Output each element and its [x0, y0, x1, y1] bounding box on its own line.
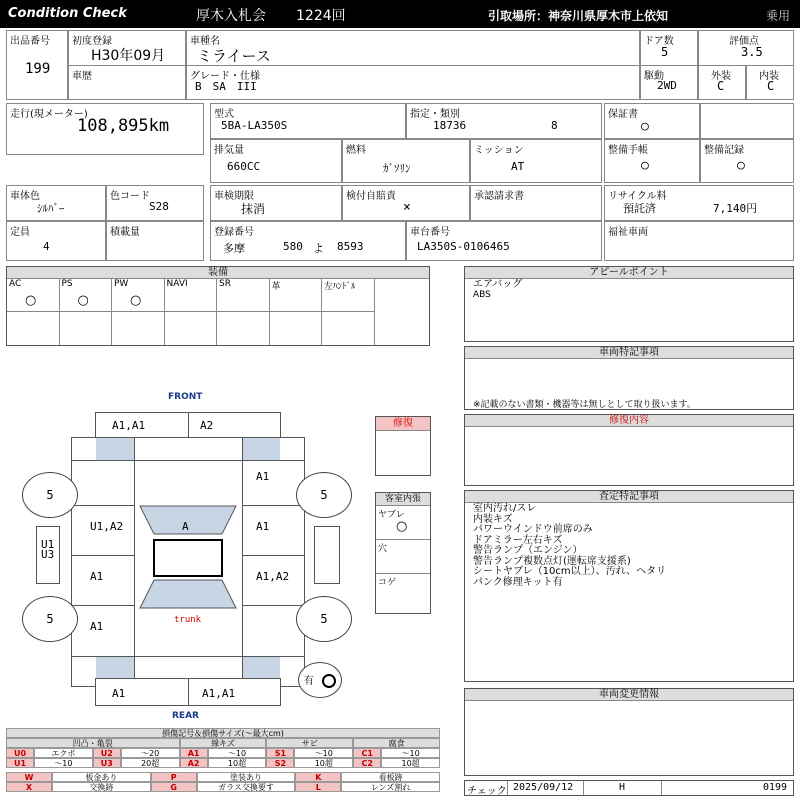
maint-rec-cell: [700, 139, 794, 183]
appeal-lines: [473, 279, 522, 301]
name-label: 車種名: [190, 36, 220, 47]
legend-desc: ガラス交換要す: [197, 782, 296, 792]
mission-label: ミッション: [474, 145, 524, 156]
spare-tire: [298, 662, 342, 698]
equip-item: [112, 279, 165, 312]
assessment-lines: [473, 504, 666, 588]
repair-content-title: 修復内容: [465, 415, 793, 427]
assessment-line: 内装キズ: [473, 513, 513, 525]
auction-round: 1224回: [296, 8, 346, 24]
spec-label: 指定・類別: [410, 109, 460, 120]
taillight-right: [242, 656, 280, 678]
trunk-label: trunk: [174, 615, 202, 625]
assessment-line: 警告ランプ複数点灯(運転席支援系): [473, 555, 631, 567]
tire-front-right: 5: [296, 472, 352, 518]
chassis-label: 車台番号: [410, 227, 450, 238]
self-label: 検付自賠責: [346, 191, 396, 202]
reg-label: 登録番号: [214, 227, 254, 238]
capacity-label: 定員: [10, 227, 30, 238]
legend-desc: 板金あり: [52, 772, 151, 782]
legend-desc: 10超: [294, 758, 353, 768]
maint-rec-label: 整備記録: [704, 145, 744, 156]
interior-label: 内装: [759, 71, 779, 82]
legend-code: S2: [266, 758, 294, 768]
score-cell: [698, 30, 794, 66]
side-sill-right: [314, 526, 340, 584]
drive-label: 駆動: [644, 71, 664, 82]
equip-label: AC: [9, 279, 22, 289]
mark-roof: A: [182, 520, 189, 533]
legend-code: U2: [93, 748, 121, 758]
legend-desc: レンズ割れ: [341, 782, 440, 792]
interior-koge: コゲ: [378, 578, 397, 588]
legend-code: G: [151, 782, 197, 792]
maint-cell: [604, 139, 700, 183]
color-value: ｼﾙﾊﾞｰ: [37, 202, 65, 215]
equip-label: PS: [61, 279, 73, 289]
displacement-value: 660CC: [227, 160, 261, 173]
tire-rear-right: 5: [296, 596, 352, 642]
legend-desc: 〜10: [381, 748, 440, 758]
repair-box: [375, 416, 431, 476]
self-cell: [342, 185, 470, 221]
legend-code: U1: [6, 758, 34, 768]
maint-rec-value: ○: [737, 158, 745, 173]
equip-item: [60, 279, 113, 312]
taillight-left: [96, 656, 134, 678]
equip-blank: [322, 312, 375, 345]
exterior-cell: [698, 65, 746, 100]
mark-front-left: A1,A1: [112, 419, 146, 432]
assessment-panel: [464, 490, 794, 682]
doors-cell: [640, 30, 698, 66]
tire-front-left: 5: [22, 472, 78, 518]
equip-label: SR: [219, 279, 231, 289]
rear-label: REAR: [172, 711, 199, 721]
color-label: 車体色: [10, 191, 40, 202]
legend-desc: 20超: [121, 758, 180, 768]
reg-num: 8593: [337, 240, 364, 253]
interior-cell: [746, 65, 794, 100]
equip-label: PW: [114, 279, 129, 289]
capacity-cell: [6, 221, 106, 261]
interior-panel: [375, 492, 431, 614]
color-code-cell: [106, 185, 204, 221]
equip-label: NAVI: [166, 279, 188, 289]
assessment-line: ドアミラー左右キズ: [473, 534, 563, 546]
spec-cell: [406, 103, 602, 139]
legend-code: A2: [180, 758, 208, 768]
equip-item: [270, 279, 323, 312]
legend-code: P: [151, 772, 197, 782]
appeal-line: エアバッグ: [473, 279, 523, 290]
assessment-line: パワーウインドウ前席のみ: [473, 524, 593, 535]
history-cell: [68, 65, 186, 100]
equip-blank: [165, 312, 218, 345]
score-label: 評価点: [729, 36, 759, 47]
mark-fender-right: A1: [256, 470, 270, 483]
equipment-title: 装備: [7, 267, 429, 279]
change-info-title: 車両変更情報: [465, 689, 793, 701]
assessment-line: 室内汚れ/スレ: [473, 503, 537, 514]
equip-value: ○: [77, 293, 89, 308]
first-reg-label: 初度登録: [72, 36, 112, 47]
legend-code: X: [6, 782, 52, 792]
legend-desc: 〜10: [34, 758, 93, 768]
recycle-label: リサイクル料: [608, 191, 667, 202]
mark-side-left-top: U1: [41, 538, 55, 551]
legend-title: 損傷記号＆損傷サイズ(〜最大cm): [6, 728, 440, 738]
legend-desc: 看板跡: [341, 772, 440, 782]
model-label: 型式: [214, 109, 234, 120]
car-diagram: [0, 380, 440, 725]
equip-value: ○: [130, 293, 142, 308]
mileage-value: 108,895km: [77, 116, 170, 136]
equip-item: [217, 279, 270, 312]
equipment-grid: [7, 279, 431, 345]
reg-cell: [210, 221, 406, 261]
fuel-cell: [342, 139, 470, 183]
legend-body: [6, 738, 440, 798]
mission-value: AT: [511, 160, 525, 173]
lot-cell: [6, 30, 68, 100]
spare-label: 有: [303, 676, 314, 687]
color-code-label: 色コード: [110, 191, 150, 202]
special-panel: [464, 346, 794, 410]
legend-code: C2: [353, 758, 381, 768]
legend-code: A1: [180, 748, 208, 758]
interior-title: 客室内張: [376, 493, 430, 506]
header-title: Condition Check: [8, 6, 127, 21]
equip-label: 左ﾊﾝﾄﾞﾙ: [324, 282, 356, 292]
name-cell: [186, 30, 640, 66]
mark-side-left-bottom: U3: [41, 548, 55, 561]
repair-title: 修復: [376, 417, 430, 431]
legend-desc: 〜10: [294, 748, 353, 758]
name-value: ミライース: [197, 47, 271, 65]
load-cell: [106, 221, 204, 261]
equip-blank: [217, 312, 270, 345]
maint-label: 整備手帳: [608, 145, 648, 156]
load-label: 積載量: [110, 227, 140, 238]
reg-kana: よ: [313, 242, 324, 255]
header-bar: [0, 0, 800, 28]
equip-item: [7, 279, 60, 312]
warranty-value: ○: [641, 119, 649, 134]
equip-item: [165, 279, 218, 312]
legend-desc: 〜20: [121, 748, 180, 758]
class-num: 8: [551, 119, 558, 132]
special-note: ※記載のない書類・機器等は無しとして取り扱います。: [473, 400, 696, 410]
legend-code: C1: [353, 748, 381, 758]
reg-area: 多摩: [223, 242, 245, 255]
doors-label: ドア数: [644, 36, 674, 47]
legend-desc: 〜10: [208, 748, 267, 758]
legend-group: サビ: [266, 738, 353, 748]
legend-code: K: [295, 772, 341, 782]
mark-rear-right: A1,A1: [202, 687, 236, 700]
legend-desc: 交換跡: [52, 782, 151, 792]
check-label: チェック: [467, 786, 507, 797]
first-reg-value: H30年09月: [91, 48, 166, 64]
mileage-cell: [6, 103, 204, 155]
legend-code: S1: [266, 748, 294, 758]
warranty-label: 保証書: [608, 109, 638, 120]
recycle-fee: 7,140円: [713, 202, 758, 215]
damage-legend: [6, 728, 440, 798]
lot-label: 出品番号: [10, 36, 50, 47]
legend-code: U0: [6, 748, 34, 758]
change-info-panel: [464, 688, 794, 776]
welfare-label: 福祉車両: [608, 227, 648, 238]
doors-value: 5: [661, 45, 669, 59]
mark-front-right: A2: [200, 419, 214, 432]
assessment-line: パンク修理キット有: [473, 576, 563, 588]
repair-content-panel: [464, 414, 794, 486]
grade-label: グレード・仕様: [190, 71, 260, 82]
legend-group: 線キズ: [180, 738, 267, 748]
interior-value: C: [767, 79, 775, 93]
recycle-status: 預託済: [623, 202, 656, 215]
inspection-label: 車検期限: [214, 191, 254, 202]
check-code: H: [619, 782, 626, 793]
mark-rear-left: A1: [112, 687, 126, 700]
displacement-cell: [210, 139, 342, 183]
equip-blank: [60, 312, 113, 345]
warranty-cell: [604, 103, 700, 139]
grade-cell: [186, 65, 640, 100]
grade-value: B SA III: [195, 80, 257, 93]
equip-blank: [270, 312, 323, 345]
special-title: 車両特記事項: [465, 347, 793, 359]
model-value: 5BA-LA350S: [221, 119, 288, 132]
headlight-right: [242, 438, 280, 460]
legend-desc: エクボ: [34, 748, 93, 758]
model-cell: [210, 103, 406, 139]
drive-value: 2WD: [657, 79, 677, 92]
tire-rear-left: 5: [22, 596, 78, 642]
history-label: 車歴: [72, 71, 92, 82]
lot-value: 199: [25, 61, 51, 77]
interior-yabure-value: ○: [396, 519, 408, 534]
displacement-label: 排気量: [214, 145, 244, 156]
chassis-cell: [406, 221, 602, 261]
equip-label: 革: [271, 282, 281, 292]
fuel-value: ｶﾞｿﾘﾝ: [383, 162, 411, 175]
mark-door-left-front: U1,A2: [90, 520, 124, 533]
fuel-label: 燃料: [346, 145, 366, 156]
reg-class: 580: [283, 240, 303, 253]
spare-icon: [322, 674, 336, 688]
check-footer: [464, 780, 794, 796]
legend-desc: 10超: [208, 758, 267, 768]
drive-cell: [640, 65, 698, 100]
pickup-location: 引取場所：神奈川県厚木市上依知: [488, 9, 669, 23]
warranty-blank: [700, 103, 794, 139]
maint-value: ○: [641, 158, 649, 173]
assessment-line: シートヤブレ（10cm以上）、汚れ、ヘタリ: [473, 566, 667, 577]
color-code-value: S28: [149, 200, 169, 213]
equipment-panel: [6, 266, 430, 346]
legend-desc: 塗装あり: [197, 772, 296, 782]
appeal-line: ABS: [473, 290, 491, 300]
equip-value: ○: [25, 293, 37, 308]
appeal-panel: [464, 266, 794, 342]
check-lot: 0199: [763, 782, 788, 793]
capacity-value: 4: [43, 240, 50, 253]
exterior-label: 外装: [711, 71, 731, 82]
legend-code: W: [6, 772, 52, 782]
legend-group: 腐食: [353, 738, 440, 748]
legend-desc: 10超: [381, 758, 440, 768]
recycle-cell: [604, 185, 794, 221]
cabin-shape: [134, 500, 242, 612]
legend-code: U3: [93, 758, 121, 768]
approval-cell: [470, 185, 602, 221]
mission-cell: [470, 139, 602, 183]
equip-item: [322, 279, 375, 312]
spec-num: 18736: [433, 119, 467, 132]
mark-door-right-front: A1: [256, 520, 270, 533]
exterior-value: C: [717, 79, 725, 93]
chassis-value: LA350S-0106465: [417, 240, 510, 253]
color-cell: [6, 185, 106, 221]
welfare-cell: [604, 221, 794, 261]
approval-label: 承認請求書: [474, 191, 524, 202]
category-label: 乗用: [766, 9, 791, 23]
interior-ana: 穴: [378, 544, 388, 554]
front-label: FRONT: [168, 392, 203, 402]
assessment-title: 査定特記事項: [465, 491, 793, 503]
headlight-left: [96, 438, 134, 460]
score-value: 3.5: [741, 45, 763, 59]
first-reg-cell: [68, 30, 186, 66]
mileage-label: 走行(現メーター): [10, 109, 88, 120]
legend-group: 凹凸・亀裂: [6, 738, 180, 748]
mark-door-right-rear: A1,A2: [256, 570, 290, 583]
self-value: ×: [403, 200, 411, 215]
mark-quarter-left: A1: [90, 620, 104, 633]
appeal-title: アピールポイント: [465, 267, 793, 279]
equip-blank: [7, 312, 60, 345]
mark-door-left-rear: A1: [90, 570, 104, 583]
interior-yabure: ヤブレ: [378, 510, 405, 520]
auction-name: 厚木入札会: [196, 8, 266, 24]
inspection-value: 抹消: [241, 202, 266, 216]
equip-blank: [112, 312, 165, 345]
assessment-line: 警告ランプ（エンジン）: [473, 545, 583, 556]
check-date: 2025/09/12: [513, 782, 574, 793]
inspection-cell: [210, 185, 342, 221]
legend-code: L: [295, 782, 341, 792]
